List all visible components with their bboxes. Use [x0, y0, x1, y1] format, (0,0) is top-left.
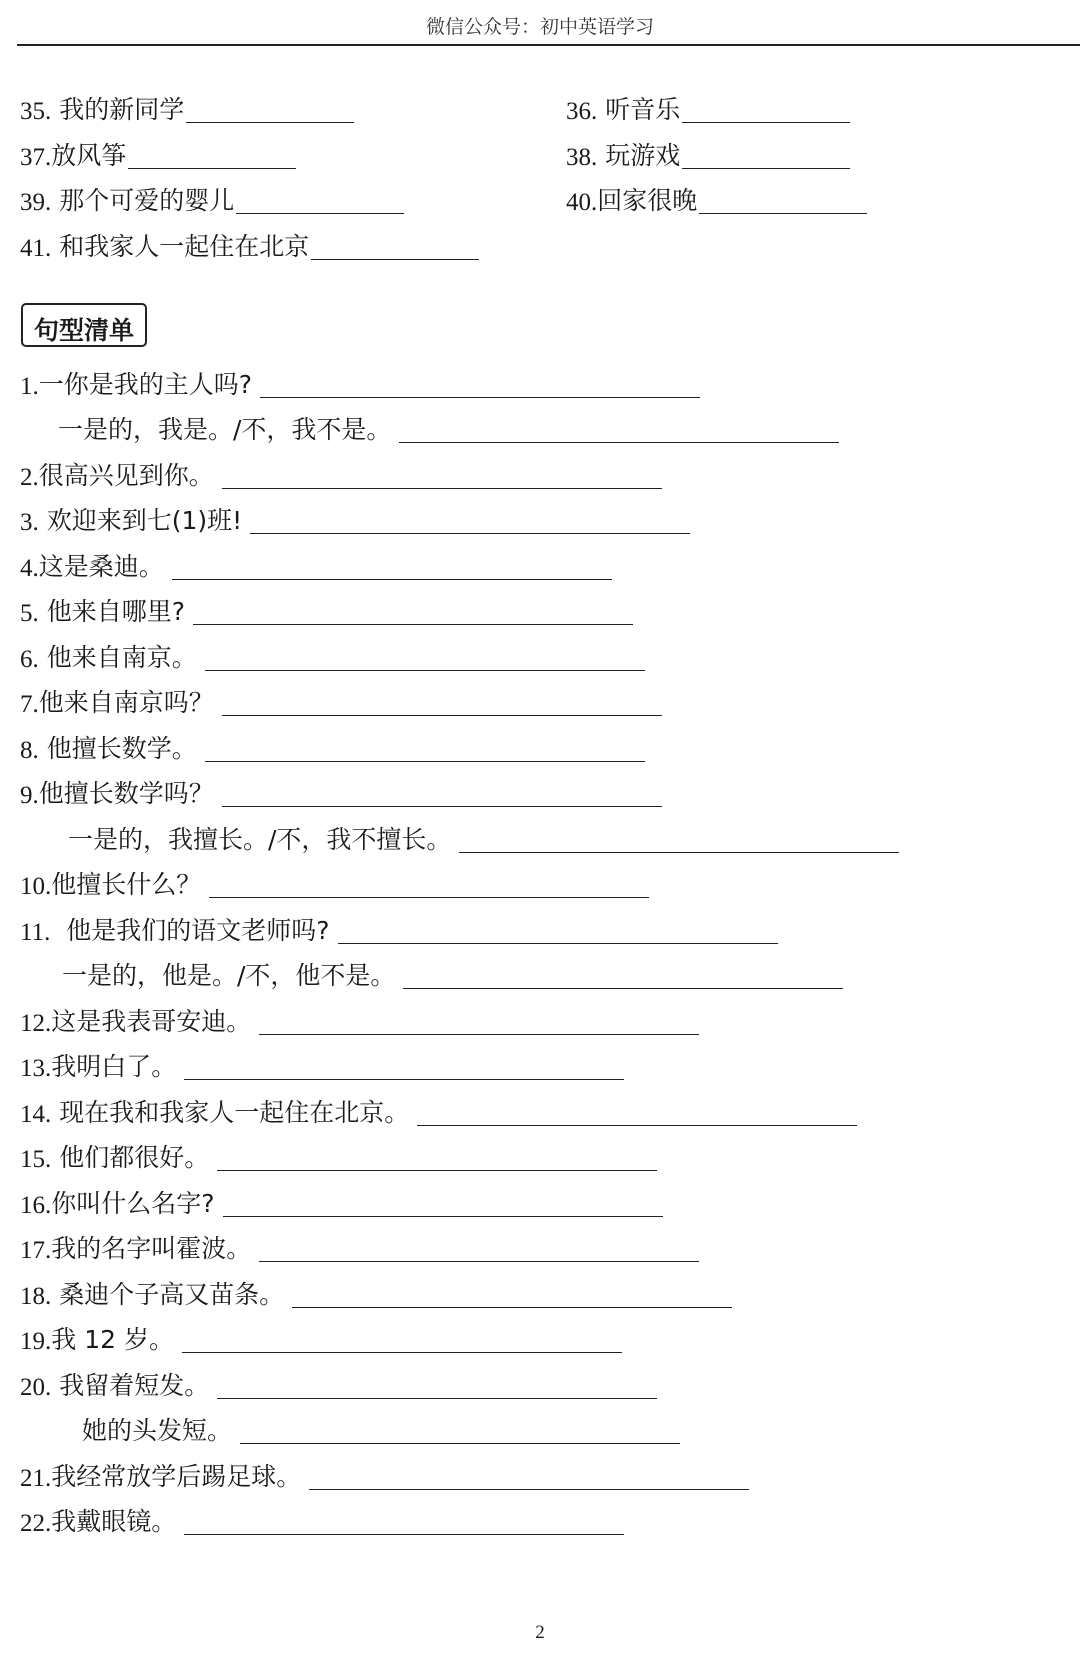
item-number: 8.	[20, 736, 39, 764]
sentence-row	[20, 537, 1060, 583]
phrase-row	[20, 227, 1060, 273]
answer-blank[interactable]	[209, 875, 649, 898]
sentence-text: 他擅长什么？	[51, 870, 202, 899]
header-divider	[17, 44, 1080, 46]
sentence-row	[20, 1447, 1060, 1493]
sentence-text: 他来自南京吗？	[38, 688, 214, 717]
answer-blank[interactable]	[338, 921, 778, 944]
sentence-row	[20, 492, 1060, 538]
answer-blank[interactable]	[236, 191, 404, 214]
sentence-row	[20, 1402, 1060, 1448]
item-number: 14.	[20, 1100, 52, 1128]
phrase-text: 玩游戏	[605, 140, 681, 170]
answer-blank[interactable]	[223, 1194, 663, 1217]
phrase-row	[20, 90, 1060, 136]
item-number: 10.	[20, 873, 52, 900]
phrase-text: 放风筝	[51, 140, 127, 170]
answer-blank[interactable]	[259, 1012, 699, 1035]
answer-blank[interactable]	[217, 1148, 657, 1171]
item-number: 36.	[566, 98, 598, 125]
sentence-text: 她的头发短。	[82, 1416, 233, 1445]
answer-blank[interactable]	[399, 420, 839, 443]
answer-blank[interactable]	[459, 830, 899, 853]
answer-blank[interactable]	[205, 739, 645, 762]
item-number: 6.	[20, 645, 39, 673]
answer-blank[interactable]	[222, 693, 662, 716]
answer-blank[interactable]	[292, 1285, 732, 1308]
sentence-row	[20, 674, 1060, 720]
phrase-item	[20, 90, 354, 126]
phrase-item	[20, 227, 479, 263]
sentence-text: 他们都很好。	[59, 1143, 210, 1172]
answer-blank[interactable]	[222, 784, 662, 807]
phrase-item	[566, 181, 867, 217]
sentence-text: 我留着短发。	[59, 1370, 210, 1400]
sentence-text: 很高兴见到你。	[38, 460, 214, 490]
sentence-row	[20, 1356, 1060, 1402]
sentence-text: 这是桑迪。	[38, 551, 164, 581]
answer-blank[interactable]	[682, 100, 850, 123]
item-number: 18.	[20, 1282, 52, 1310]
answer-blank[interactable]	[186, 100, 354, 123]
sentence-text: 他是我们的语文老师吗?	[66, 915, 330, 945]
sentence-text: 我明白了。	[51, 1052, 177, 1081]
sentence-row	[20, 810, 1060, 856]
section-heading	[21, 303, 147, 347]
phrase-item	[566, 136, 850, 172]
answer-blank[interactable]	[250, 511, 690, 534]
sentence-text: 欢迎来到七(1)班!	[46, 506, 243, 535]
sentence-row	[20, 1220, 1060, 1266]
answer-blank[interactable]	[182, 1330, 622, 1353]
answer-blank[interactable]	[240, 1421, 680, 1444]
answer-blank[interactable]	[172, 557, 612, 580]
sentence-row	[20, 1265, 1060, 1311]
answer-blank[interactable]	[205, 648, 645, 671]
answer-blank[interactable]	[217, 1376, 657, 1399]
item-number: 16.	[20, 1191, 52, 1219]
item-number: 38.	[566, 143, 598, 171]
sentence-text: 他来自哪里?	[46, 597, 185, 626]
item-number: 9.	[20, 782, 39, 809]
answer-blank[interactable]	[128, 146, 296, 169]
phrase-text: 听音乐	[605, 95, 681, 124]
answer-blank[interactable]	[193, 602, 633, 625]
item-number: 5.	[20, 600, 39, 627]
sentence-row	[20, 1083, 1060, 1129]
sentence-row	[20, 1311, 1060, 1357]
phrase-item	[20, 136, 296, 172]
sentence-row	[20, 446, 1060, 492]
item-number: 17.	[20, 1237, 52, 1264]
sentence-row	[20, 583, 1060, 629]
answer-blank[interactable]	[699, 191, 867, 214]
phrase-item	[20, 181, 404, 217]
item-number: 21.	[20, 1464, 52, 1492]
sentence-list	[20, 355, 1060, 1538]
answer-blank[interactable]	[417, 1103, 857, 1126]
sentence-row	[20, 355, 1060, 401]
item-number: 39.	[20, 189, 52, 216]
item-number: 40.	[566, 189, 598, 216]
sentence-text: 我戴眼镜。	[51, 1507, 177, 1536]
phrase-text: 回家很晚	[597, 186, 698, 215]
item-number: 2.	[20, 463, 39, 491]
phrase-item	[566, 90, 850, 126]
sentence-text: 现在我和我家人一起住在北京。	[59, 1097, 410, 1127]
sentence-row	[20, 992, 1060, 1038]
answer-blank[interactable]	[222, 466, 662, 489]
sentence-row	[20, 1174, 1060, 1220]
item-number: 22.	[20, 1510, 52, 1537]
phrase-list	[20, 90, 1060, 272]
item-number: 4.	[20, 554, 39, 582]
item-number: 1.	[20, 372, 39, 400]
sentence-text: 桑迪个子高又苗条。	[59, 1279, 285, 1309]
item-number: 20.	[20, 1373, 52, 1401]
page-header	[0, 0, 1080, 44]
phrase-row	[20, 136, 1060, 182]
answer-blank[interactable]	[184, 1057, 624, 1080]
sentence-text: 我的名字叫霍波。	[51, 1234, 252, 1263]
item-number: 3.	[20, 509, 39, 536]
sentence-row	[20, 1493, 1060, 1539]
answer-blank[interactable]	[309, 1467, 749, 1490]
sentence-text: 你叫什么名字?	[51, 1188, 215, 1218]
sentence-row	[20, 947, 1060, 993]
sentence-row	[20, 628, 1060, 674]
sentence-text: 他来自南京。	[46, 642, 197, 672]
item-number: 12.	[20, 1009, 52, 1037]
answer-blank[interactable]	[260, 375, 700, 398]
item-number: 19.	[20, 1328, 52, 1355]
answer-blank[interactable]	[682, 146, 850, 169]
answer-blank[interactable]	[259, 1239, 699, 1262]
phrase-text: 那个可爱的婴儿	[59, 186, 235, 215]
sentence-text: 我经常放学后踢足球。	[51, 1461, 302, 1491]
header-text: 微信公众号：初中英语学习	[425, 16, 654, 38]
answer-blank[interactable]	[184, 1512, 624, 1535]
answer-blank[interactable]	[403, 966, 843, 989]
sentence-row	[20, 719, 1060, 765]
sentence-row	[20, 901, 1060, 947]
phrase-text: 和我家人一起住在北京	[59, 231, 310, 261]
section-title: 句型清单	[33, 316, 134, 345]
sentence-row	[20, 1038, 1060, 1084]
phrase-row	[20, 181, 1060, 227]
item-number: 15.	[20, 1146, 52, 1173]
phrase-text: 我的新同学	[59, 95, 185, 124]
sentence-text: 我 12 岁。	[51, 1325, 174, 1354]
sentence-text: 他擅长数学。	[46, 733, 197, 763]
item-number: 35.	[20, 98, 52, 125]
item-number: 13.	[20, 1055, 52, 1082]
sentence-row	[20, 1129, 1060, 1175]
sentence-text: 一是的，我是。/不，我不是。	[58, 415, 392, 444]
item-number: 11.	[20, 918, 51, 946]
sentence-text: 他擅长数学吗？	[38, 779, 214, 808]
page-number: 2	[535, 1622, 545, 1643]
answer-blank[interactable]	[311, 237, 479, 260]
sentence-text: 一你是我的主人吗?	[38, 369, 253, 399]
sentence-text: 一是的，他是。/不，他不是。	[62, 961, 396, 990]
item-number: 7.	[20, 691, 39, 718]
sentence-row	[20, 765, 1060, 811]
item-number: 37.	[20, 143, 52, 171]
item-number: 41.	[20, 234, 52, 262]
sentence-row	[20, 856, 1060, 902]
sentence-row	[20, 401, 1060, 447]
sentence-text: 这是我表哥安迪。	[51, 1006, 252, 1036]
sentence-text: 一是的，我擅长。/不，我不擅长。	[68, 824, 452, 854]
